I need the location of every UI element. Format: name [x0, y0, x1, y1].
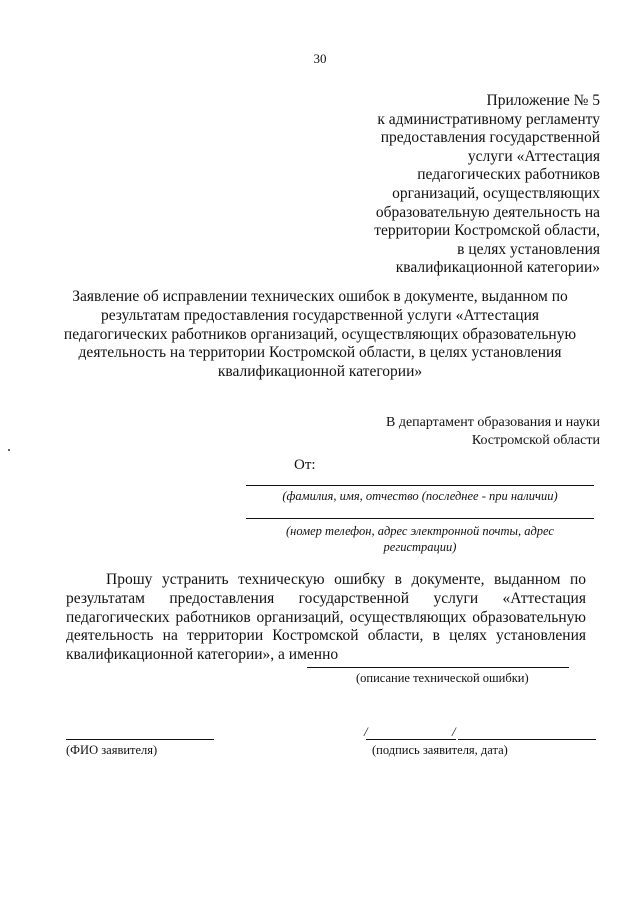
contact-caption-2: регистрации) — [383, 540, 457, 554]
appendix-line: к административному регламенту — [377, 110, 600, 128]
recipient-block — [340, 414, 600, 450]
title-line: Заявление об исправлении технических ошибок в документе, выданном по — [72, 288, 568, 305]
name-caption: (фамилия, имя, отчество (последнее - при наличии) — [282, 489, 558, 503]
body-line: результатам предоставления государственной услуги «Аттестация — [66, 589, 586, 607]
appendix-line: квалификационной категории» — [395, 259, 600, 277]
error-caption: (описание технической ошибки) — [356, 671, 529, 685]
appendix-line: территории Костромской области, — [374, 222, 600, 240]
title-line: результатам предоставления государственной услуги «Аттестация — [100, 306, 540, 324]
contact-caption-1: (номер телефон, адрес электронной почты, адрес — [286, 524, 554, 538]
recipient-line-2: Костромской области — [471, 433, 600, 448]
error-description-line[interactable] — [307, 667, 569, 668]
signature-line[interactable] — [366, 739, 456, 740]
fio-caption: (ФИО заявителя) — [66, 743, 158, 757]
body-line: педагогических работников организаций, осуществляющих образовательную — [66, 608, 586, 626]
appendix-line: педагогических работников — [417, 166, 600, 184]
body-last-line: квалификационной категории», а именно — [66, 646, 339, 664]
page-number: 30 — [313, 51, 327, 66]
body-line: деятельность на территории Костромской области, в целях установления — [66, 627, 586, 645]
appendix-line: Приложение № 5 — [486, 92, 600, 109]
appendix-header — [340, 92, 600, 278]
signature-slash-2: / — [452, 724, 456, 739]
title-line: деятельность на территории Костромской области, в целях установления — [78, 344, 562, 362]
from-label: От: — [294, 457, 316, 473]
request-body — [66, 571, 586, 665]
name-field-line[interactable] — [246, 485, 594, 486]
margin-mark — [8, 449, 10, 451]
title-line: квалификационной категории» — [217, 363, 423, 381]
appendix-line: услуги «Аттестация — [467, 147, 600, 165]
date-line[interactable] — [458, 739, 596, 740]
appendix-line: предоставления государственной — [380, 129, 600, 147]
signature-slash-1: / — [364, 724, 368, 739]
body-line: Прошу устранить техническую ошибку в документе, выданном по — [106, 571, 586, 588]
recipient-line-1: В департамент образования и науки — [385, 415, 600, 430]
contact-field-line[interactable] — [246, 518, 594, 519]
document-title — [40, 288, 600, 382]
appendix-line: организаций, осуществляющих — [392, 184, 600, 202]
appendix-line: образовательную деятельность на — [375, 203, 600, 221]
title-line: педагогических работников организаций, осуществляющих образовательную — [63, 325, 577, 343]
sign-caption: (подпись заявителя, дата) — [372, 743, 508, 757]
fio-signature-line[interactable] — [66, 739, 214, 740]
appendix-line: в целях установления — [457, 240, 600, 258]
